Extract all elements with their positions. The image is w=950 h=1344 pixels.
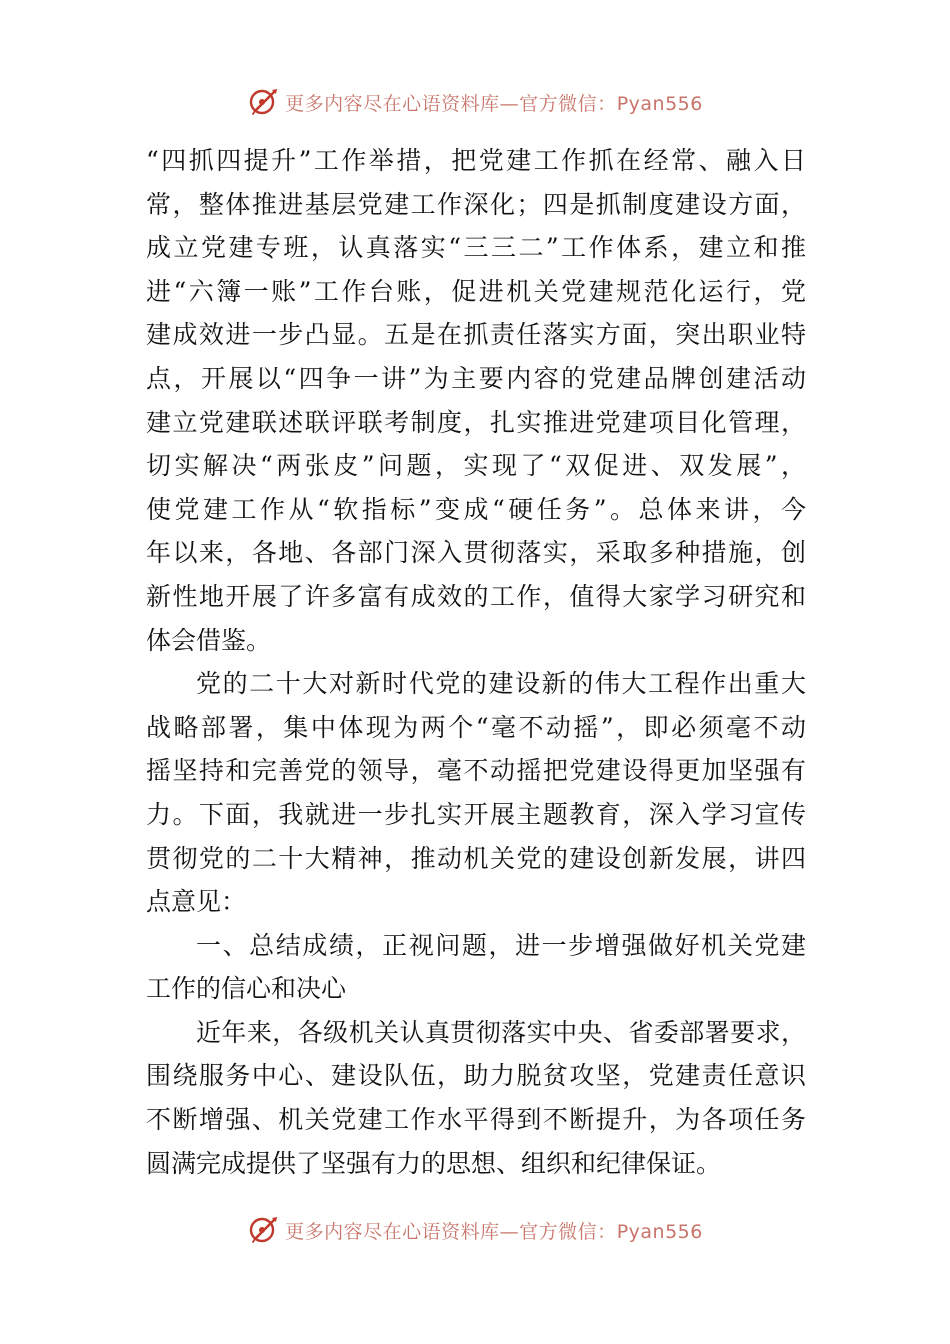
text-line: 围绕服务中心、建设队伍，助力脱贫攻坚，党建责任意识 <box>146 1061 806 1091</box>
banner-official-label: 官方微信： <box>519 92 617 115</box>
footer-banner <box>0 1212 950 1248</box>
document-body <box>146 139 806 1185</box>
text-line: 切实解决“两张皮”问题，实现了“双促进、双发展”， <box>146 451 806 481</box>
banner-main-text: 更多内容尽在心语资料库 <box>285 92 500 115</box>
banner-dash: — <box>499 92 520 115</box>
text-line: 建成效进一步凸显。五是在抓责任落实方面，突出职业特 <box>146 320 806 350</box>
pen-logo-icon <box>247 1213 281 1247</box>
header-banner <box>0 84 950 120</box>
paragraph <box>146 139 806 662</box>
text-line: 力。下面，我就进一步扎实开展主题教育，深入学习宣传 <box>146 799 806 829</box>
text-line: 摇坚持和完善党的领导，毫不动摇把党建设得更加坚强有 <box>146 756 806 786</box>
section-heading <box>146 924 806 1011</box>
text-line: 工作的信心和决心 <box>146 974 347 1004</box>
text-line: 体会借鉴。 <box>146 625 272 655</box>
banner-dash: — <box>499 1220 520 1243</box>
text-line: 年以来，各地、各部门深入贯彻落实，采取多种措施，创 <box>146 538 806 568</box>
text-line: 近年来，各级机关认真贯彻落实中央、省委部署要求， <box>196 1017 806 1047</box>
text-line: 成立党建专班，认真落实“三三二”工作体系，建立和推 <box>146 233 806 263</box>
text-line: 点意见： <box>146 887 247 917</box>
pen-logo-icon <box>247 85 281 119</box>
text-line: “四抓四提升”工作举措，把党建工作抓在经常、融入日 <box>146 146 806 175</box>
paragraph <box>146 662 806 924</box>
text-line: 新性地开展了许多富有成效的工作，值得大家学习研究和 <box>146 581 806 611</box>
banner-wechat-id: Pyan556 <box>616 92 703 115</box>
banner-text <box>285 89 703 116</box>
text-line: 进“六簿一账”工作台账，促进机关党建规范化运行，党 <box>146 276 806 306</box>
text-line: 圆满完成提供了坚强有力的思想、组织和纪律保证。 <box>146 1148 722 1178</box>
banner-main-text: 更多内容尽在心语资料库 <box>285 1220 500 1243</box>
banner-text <box>285 1217 703 1244</box>
text-line: 常，整体推进基层党建工作深化；四是抓制度建设方面， <box>146 189 806 219</box>
banner-official-label: 官方微信： <box>519 1220 617 1243</box>
text-line: 点，开展以“四争一讲”为主要内容的党建品牌创建活动 <box>146 363 806 393</box>
text-line: 建立党建联述联评联考制度，扎实推进党建项目化管理， <box>146 407 806 437</box>
text-line: 不断增强、机关党建工作水平得到不断提升，为各项任务 <box>146 1105 806 1135</box>
text-line: 一、总结成绩，正视问题，进一步增强做好机关党建 <box>196 930 806 960</box>
paragraph <box>146 1011 806 1185</box>
text-line: 贯彻党的二十大精神，推动机关党的建设创新发展，讲四 <box>146 843 806 873</box>
text-line: 使党建工作从“软指标”变成“硬任务”。总体来讲，今 <box>146 494 806 524</box>
banner-wechat-id: Pyan556 <box>616 1220 703 1243</box>
text-line: 战略部署，集中体现为两个“毫不动摇”，即必须毫不动 <box>146 712 806 742</box>
text-line: 党的二十大对新时代党的建设新的伟大工程作出重大 <box>196 669 806 699</box>
